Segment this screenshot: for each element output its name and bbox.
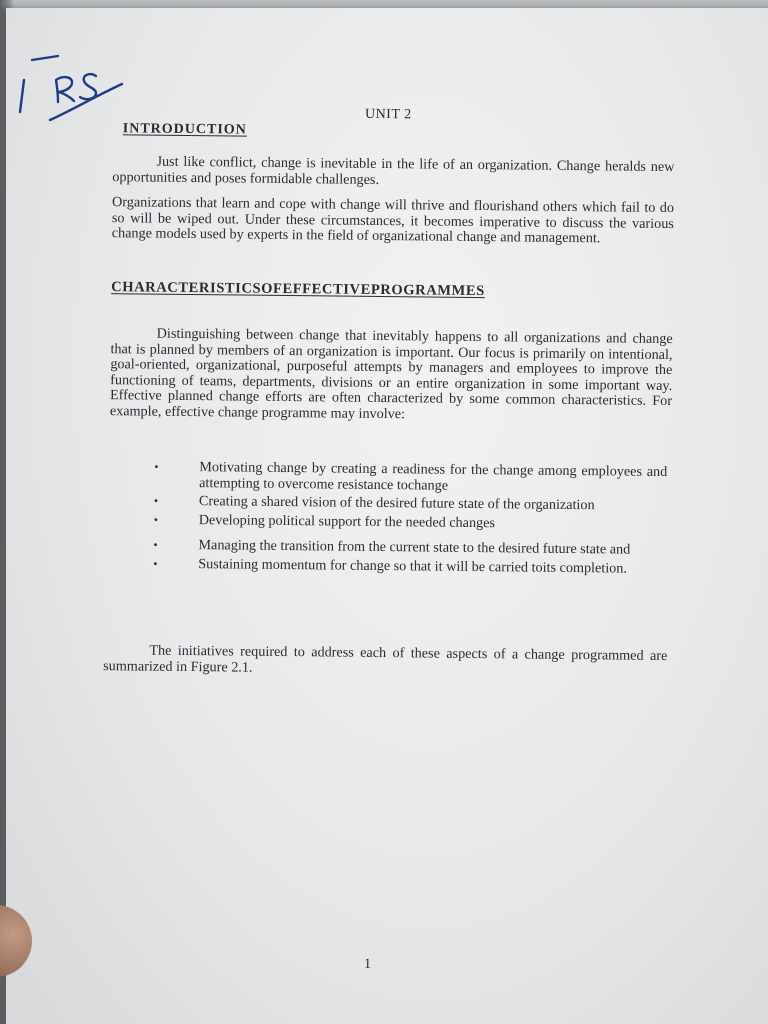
list-item: • Developing political support for the needed changes — [153, 511, 496, 531]
intro-paragraph-1: Just like conflict, change is inevitable in the life of an organization. Change heralds new opportunities and poses formidable challenges. — [112, 153, 675, 188]
section-heading: CHARACTERISTICSOFEFFECTIVEPROGRAMMES — [111, 279, 485, 300]
list-item: • Motivating change by creating a readiness for the change among employees and attempting to overcome resistance tochange — [154, 459, 668, 494]
bullet-icon: • — [153, 493, 159, 508]
handwritten-initials-icon — [10, 50, 130, 130]
list-item: • Creating a shared vision of the desired future state of the organization — [153, 493, 595, 514]
intro-paragraph-2: Organizations that learn and cope with change will thrive and flourishand others which fail to do so will be wiped out. Under these circumstances, it becomes imperative to discuss the various change models used by experts in the field of organizational change and management. — [111, 194, 675, 247]
list-item: • Managing the transition from the current state to the desired future state and — [153, 537, 631, 558]
bullet-icon: • — [154, 459, 159, 474]
page-number: 1 — [364, 956, 372, 972]
bullet-icon: • — [153, 556, 158, 571]
bullet-icon: • — [153, 537, 158, 552]
unit-label: UNIT 2 — [364, 106, 412, 123]
list-item: • Sustaining momentum for change so that it will be carried toits completion. — [153, 555, 628, 577]
section-paragraph: Distinguishing between change that inevitably happens to all organizations and change that is planned by members of an organization is important. Our focus is primarily on intentional, goal-oriented, organizational, purposeful attempts by managers and employees to improve the functioning of teams, departments, divisions or an entire organization in some important way. Effective planned change efforts are often characterized by some common characteristics. For example, effective change programme may involve: — [109, 325, 673, 422]
characteristics-list — [148, 460, 667, 580]
introduction-heading: INTRODUCTION — [122, 121, 247, 138]
closing-paragraph: The initiatives required to address each of these aspects of a change programmed are summarized in Figure 2.1. — [103, 642, 668, 676]
bullet-icon: • — [153, 512, 159, 527]
